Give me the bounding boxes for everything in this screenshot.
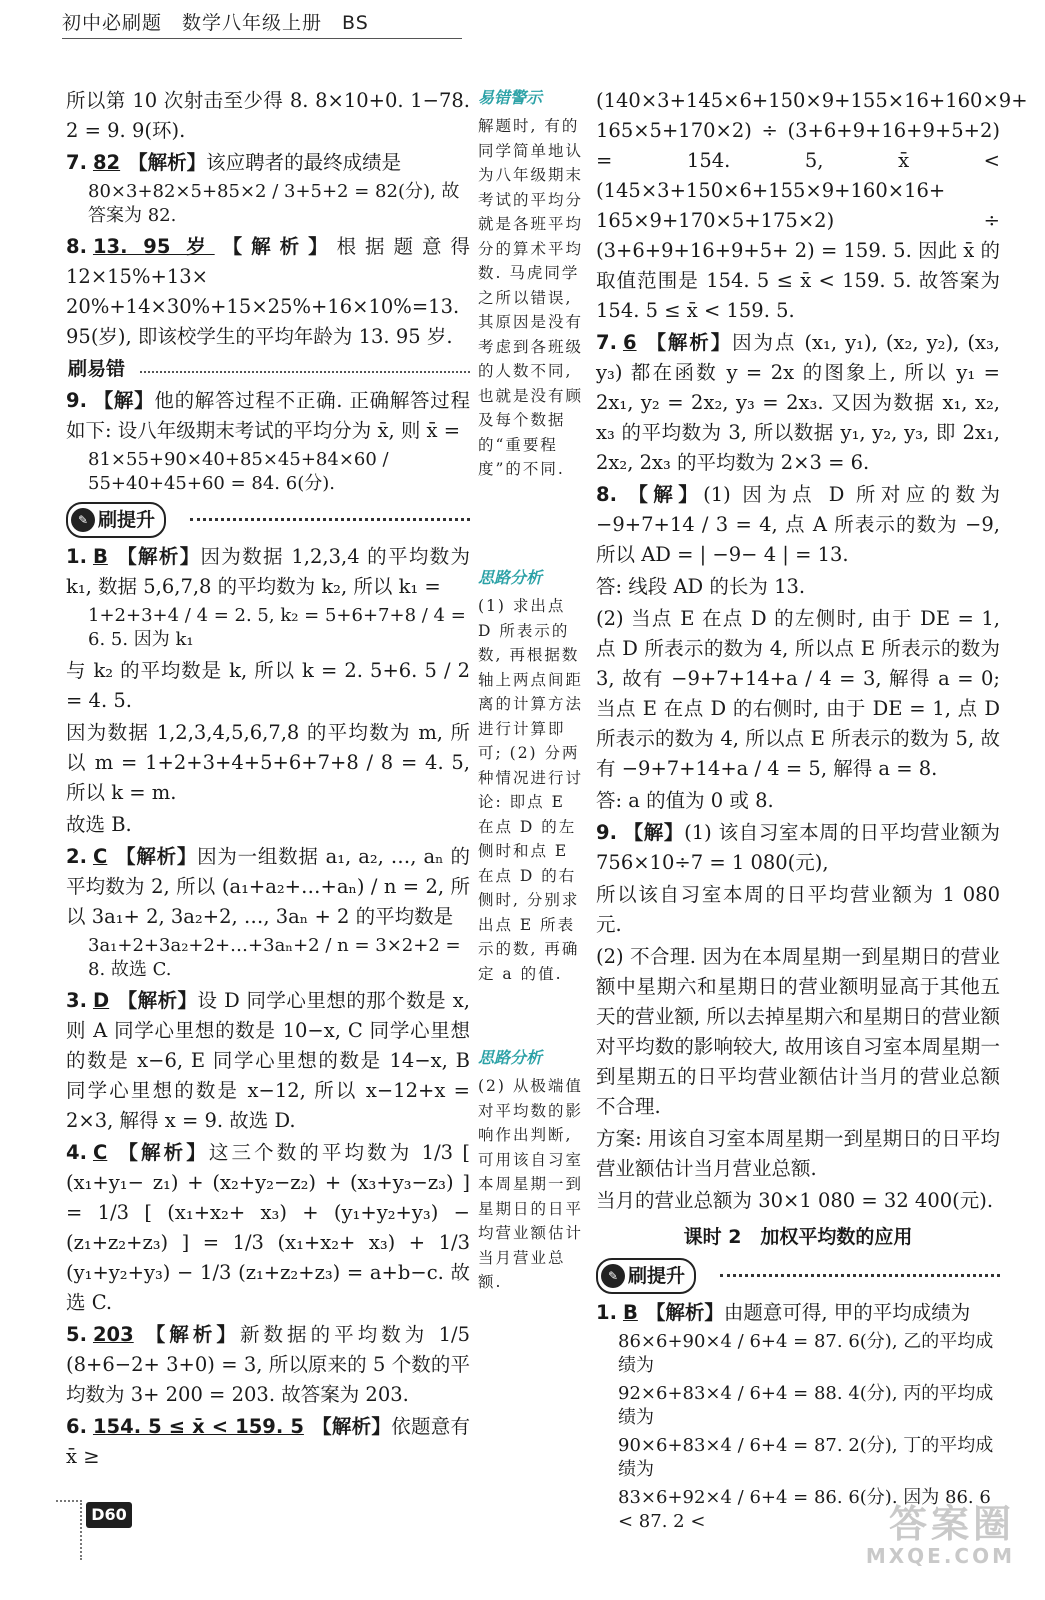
watermark-logo [805, 1504, 1015, 1574]
solution-text: (1) 该自习室本周的日平均营业额为 756×10÷7 = 1 080(元), [596, 821, 1000, 874]
header-rule [62, 38, 462, 39]
question-item [66, 386, 470, 446]
solution-text: 他的解答过程不正确. 正确解答过程如下: 设八年级期末考试的平均分为 x̄, 则 x̄ = [66, 389, 470, 442]
note-title: 思路分析 [478, 568, 543, 587]
question-number: 6. [66, 1415, 87, 1438]
section-heading [68, 354, 470, 384]
text-paragraph: (2) 不合理. 因为在本周星期一到星期日的营业额中星期六和星期日的营业额明显高于其他五天的营业额, 所以去掉星期六和星期日的营业额对平均数的影响较大, 故用该自习室本周星期一到星期五的日平均营业额估计当月的营业总额不合理. [596, 945, 1000, 1118]
answer-value: C [92, 1141, 108, 1164]
solution-tag: 【解析】 [128, 151, 207, 174]
question-number: 7. [596, 331, 617, 354]
solution-text: 依题意有 x̄ ≥ [66, 1415, 470, 1468]
watermark-url: MXQE.COM [865, 1544, 1015, 1568]
question-number: 5. [66, 1323, 87, 1346]
left-column [66, 86, 470, 1474]
practice-banner [66, 500, 470, 534]
answer-value: 82 [92, 151, 121, 174]
solution-tag: 【解析】 [141, 1323, 240, 1346]
text-paragraph: 当月的营业总额为 30×1 080 = 32 400(元). [596, 1189, 994, 1212]
answer-value: 154. 5 ≤ x̄ < 159. 5 [92, 1415, 304, 1438]
question-number: 9. [66, 389, 87, 412]
question-item [596, 1298, 1000, 1328]
solution-tag: 【解】 [92, 389, 155, 412]
formula-line: 92×6+83×4 / 6+4 = 88. 4(分), 丙的平均成绩为 [618, 1383, 994, 1428]
formula-line: 83×6+92×4 / 6+4 = 86. 6(分). 因为 86. 6 < 87. 2 < [618, 1487, 991, 1532]
margin-note [478, 86, 584, 482]
question-item [66, 1320, 470, 1410]
solution-tag: 【解析】 [644, 331, 733, 354]
formula-line: 80×3+82×5+85×2 / 3+5+2 = 82(分), 故答案为 82. [88, 181, 460, 226]
question-number: 1. [66, 545, 87, 568]
right-column [596, 86, 1028, 1538]
answer-value: D [92, 989, 110, 1012]
solution-tag: 【解析】 [115, 845, 198, 868]
solution-tag: 【解】 [622, 821, 685, 844]
text-paragraph: 答: a 的值为 0 或 8. [596, 789, 774, 812]
text-paragraph: (140×3+145×6+150×9+155×16+160×9+ 165×5+170×2) ÷ (3+6+9+16+9+5+2) = 154. 5, x̄ < (145×3+150×6+155×9+160×16+ 165×9+170×5+175×2) ÷ (3+6+9+16+9+5+ 2) = 159. 5. 因此 x̄ 的取值范围是 154. 5 ≤ x̄ < 159. 5. 故答案为 154. 5 ≤ x̄ < 159. 5. [596, 89, 1028, 322]
solution-tag: 【解析】 [115, 1141, 209, 1164]
question-item [66, 986, 470, 1136]
formula-line: 81×55+90×40+85×45+84×60 / 55+40+45+60 = 84. 6(分). [88, 449, 389, 494]
text-paragraph: 所以该自习室本周的日平均营业额为 1 080 元. [596, 883, 1000, 936]
note-title: 思路分析 [478, 1048, 543, 1067]
question-item [66, 542, 470, 602]
solution-text: 这三个数的平均数为 1/3 [ (x₁+y₁− z₁) + (x₂+y₂−z₂) + (x₃+y₃−z₃) ] = 1/3 [ (x₁+x₂+ x₃) + (y₁+y₂+y₃) − (z₁+z₂+z₃) ] = 1/3 (x₁+x₂+ x₃) + 1/3 (y₁+y₂+y₃) − 1/3 (z₁+z₂+z₃) = a+b−c. 故选 C. [66, 1141, 470, 1314]
formula-line: 90×6+83×4 / 6+4 = 87. 2(分), 丁的平均成绩为 [618, 1435, 994, 1480]
text-paragraph: 与 k₂ 的平均数是 k, 所以 k = 2. 5+6. 5 / 2 = 4. 5. [66, 659, 470, 712]
section-rule [140, 371, 470, 373]
banner-rule [720, 1274, 1000, 1277]
margin-note [478, 566, 584, 986]
solution-tag: 【解析】 [115, 545, 201, 568]
solution-text: 因为数据 1,2,3,4 的平均数为 k₁, 数据 5,6,7,8 的平均数为 k₂, 所以 k₁ = [66, 545, 470, 598]
pencil-icon: ✎ [601, 1264, 625, 1288]
question-item [66, 232, 470, 352]
text-paragraph: 因为数据 1,2,3,4,5,6,7,8 的平均数为 m, 所以 m = 1+2+3+4+5+6+7+8 / 8 = 4. 5, 所以 k = m. [66, 721, 470, 804]
practice-title: 刷提升 [628, 1265, 686, 1287]
question-item [66, 1412, 470, 1472]
solution-text: 设 D 同学心里想的那个数是 x, 则 A 同学心里想的数是 10−x, C 同学心里想的数是 x−6, E 同学心里想的数是 14−x, B 同学心里想的数是 x−12, 所以 x−12+x = 2×3, 解得 x = 9. 故选 D. [66, 989, 470, 1132]
question-item [66, 148, 470, 178]
text-paragraph: (2) 当点 E 在点 D 的左侧时, 由于 DE = 1, 点 D 所表示的数为 4, 所以点 E 所表示的数为 3, 故有 −9+7+14+a / 4 = 3, 解得 a = 0; 当点 E 在点 D 的右侧时, 由于 DE = 1, 点 D 所表示的数为 4, 所以点 E 所表示的数为 5, 故有 −9+7+14+a / 4 = 5, 解得 a = 8. [596, 607, 1000, 780]
text-paragraph: 方案: 用该自习室本周星期一到星期日的日平均营业额估计当月营业总额. [596, 1127, 1000, 1180]
practice-title: 刷提升 [98, 509, 156, 531]
lesson-title: 课时 2 加权平均数的应用 [683, 1226, 913, 1248]
running-header: 初中必刷题 数学八年级上册 BS [62, 12, 369, 34]
question-item [596, 328, 1000, 478]
question-number: 2. [66, 845, 87, 868]
solution-tag: 【解析】 [117, 989, 198, 1012]
question-item [66, 1138, 470, 1318]
footer-decoration [56, 1500, 82, 1560]
solution-text: 由题意可得, 甲的平均成绩为 [723, 1301, 971, 1324]
solution-text: 因为点 (x₁, y₁), (x₂, y₂), (x₃, y₃) 都在函数 y = 2x 的图象上, 所以 y₁ = 2x₁, y₂ = 2x₂, y₃ = 2x₃. 又因为数据 x₁, x₂, x₃ 的平均数为 3, 所以数据 y₁, y₂, y₃, 即 2x₁, 2x₂, 2x₃ 的平均数为 2×3 = 6. [596, 331, 1000, 474]
answer-value: C [92, 845, 108, 868]
question-number: 9. [596, 821, 617, 844]
solution-text: 新数据的平均数为 1/5 (8+6−2+ 3+0) = 3, 所以原来的 5 个数的平均数为 3+ 200 = 203. 故答案为 203. [66, 1323, 470, 1406]
formula-line: 86×6+90×4 / 6+4 = 87. 6(分), 乙的平均成绩为 [618, 1331, 994, 1376]
answer-value: B [622, 1301, 638, 1324]
banner-rule [190, 518, 470, 521]
answer-value: 203 [92, 1323, 134, 1346]
page-number: D60 [91, 1505, 127, 1524]
practice-badge [596, 1258, 696, 1294]
answer-value: B [92, 545, 108, 568]
question-number: 1. [596, 1301, 617, 1324]
margin-note [478, 1046, 584, 1295]
text-paragraph: 所以第 10 次射击至少得 8. 8×10+0. 1−78. 2 = 9. 9(环). [66, 89, 470, 142]
practice-banner [596, 1256, 1000, 1290]
text-paragraph: 故选 B. [66, 813, 132, 836]
question-number: 4. [66, 1141, 87, 1164]
question-item [66, 842, 470, 932]
text-paragraph: 答: 线段 AD 的长为 13. [596, 575, 806, 598]
solution-text: 根据题意得 12×15%+13× 20%+14×30%+15×25%+16×10%=13. 95(岁), 即该校学生的平均年龄为 13. 95 岁. [66, 235, 470, 348]
solution-text: 因为一组数据 a₁, a₂, …, aₙ 的平均数为 2, 所以 (a₁+a₂+…+aₙ) / n = 2, 所以 3a₁+ 2, 3a₂+2, …, 3aₙ + 2 的平均数是 [66, 845, 470, 928]
solution-tag: 【解】 [622, 483, 704, 506]
practice-badge [66, 502, 166, 538]
formula-line: 1+2+3+4 / 4 = 2. 5, k₂ = 5+6+7+8 / 4 = 6. 5. 因为 k₁ [88, 605, 466, 650]
answer-value: 13. 95 岁 [92, 235, 215, 258]
question-item [596, 818, 1000, 878]
question-item [596, 480, 1000, 570]
watermark-text: 答案圈 [888, 1502, 1015, 1546]
question-number: 3. [66, 989, 87, 1012]
note-body: (2) 从极端值对平均数的影响作出判断, 可用该自习室本周星期一到星期日的日平均营业额估计当月营业总额. [478, 1077, 584, 1291]
question-number: 7. [66, 151, 87, 174]
note-title: 易错警示 [478, 88, 543, 107]
pencil-icon: ✎ [71, 508, 95, 532]
solution-tag: 【解析】 [645, 1301, 724, 1324]
solution-text: (1) 因为点 D 所对应的数为 −9+7+14 / 3 = 4, 点 A 所表示的数为 −9, 所以 AD = | −9− 4 | = 13. [596, 483, 1000, 566]
solution-text: 该应聘者的最终成绩是 [206, 151, 402, 174]
question-number: 8. [66, 235, 87, 258]
section-title: 刷易错 [68, 358, 126, 380]
formula-line: 3a₁+2+3a₂+2+…+3aₙ+2 / n = 3×2+2 = 8. 故选 C. [88, 935, 461, 980]
note-body: (1) 求出点 D 所表示的数, 再根据数轴上两点间距离的计算方法进行计算即可; (2) 分两种情况进行讨论: 即点 E 在点 D 的左侧时和点 E 在点 D 的右侧时, 分别求出点 E 所表示的数, 再确定 a 的值. [478, 597, 584, 983]
note-body: 解题时, 有的同学简单地认为八年级期末考试的平均分就是各班平均分的算术平均数. 马虎同学之所以错误, 其原因是没有考虑到各班级的人数不同, 也就是没有顾及每个数据的“重要程度”的不同. [478, 117, 584, 478]
answer-value: 6 [622, 331, 637, 354]
solution-tag: 【解析】 [311, 1415, 392, 1438]
solution-tag: 【解析】 [222, 235, 337, 258]
question-number: 8. [596, 483, 617, 506]
